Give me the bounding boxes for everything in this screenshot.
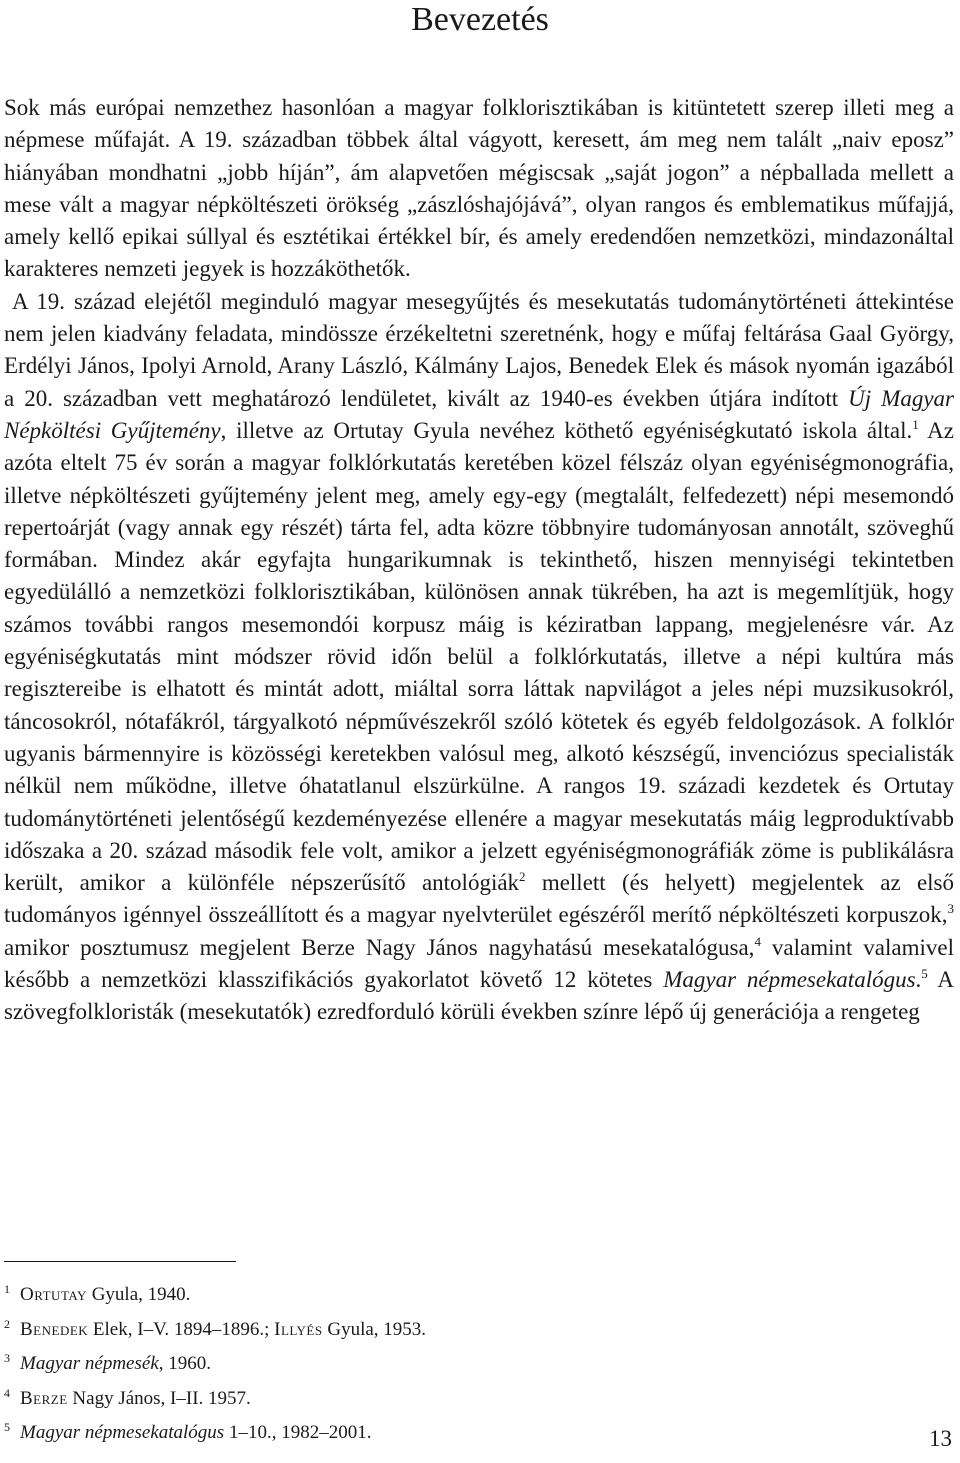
footnote-1: [4, 1275, 904, 1310]
paragraph-1: Sok más európai nemzethez hasonlóan a magyar folklorisztikában is kitüntetett szerep illeti meg a népmese műfaját. A 19. században többek által vágyott, keresett, ám meg nem talált „naiv eposz” hiányában mondhatni „jobb híján”, ám alapvetően mégiscsak „saját jogon” a népballada mellett a mese vált a magyar népköltészeti örökség „zászlóshajójává”, olyan rangos és emblematikus műfajjá, amely kellő epikai súllyal és esztétikai értékkel bír, és amely eredendően nemzetközi, mindazonáltal karakteres nemzeti jegyek is hozzáköthetők.: [4, 95, 954, 282]
footnote-author: Benedek: [20, 1318, 89, 1340]
paragraph-2-text: Az azóta eltelt 75 év során a magyar folklórkutatás keretében közel félszáz olyan egyéniségmonográfia, illetve népköltészeti gyűjtemény jelent meg, amely egy-egy (megtalált, felfedezett) népi mesemondó repertoárját (vagy annak egy részét) tárta fel, adta közre többnyire tudományosan annotált, szöveghű formában. Mindez akár egyfajta hungarikumnak is tekinthető, hiszen mennyiségi tekintetben egyedülálló a nemzetközi folklorisztikában, különösen annak tükrében, ha azt is megemlítjük, hogy számos további rangos mesemondói korpusz máig is kéziratban lappang, megjelenésre vár. Az egyéniségkutatás mint módszer rövid időn belül a folklórkutatás, illetve a népi kultúra más regisztereibe is elhatott és mintát adott, miáltal sorra láttak napvilágot a jeles népi muzsikusokról, táncosokról, nótafákról, tárgyalkotó népművészekről szóló kötetek és egyéb feldolgozások. A folklór ugyanis bármennyire is közösségi keretekben valósul meg, alkotó készségű, invenciózus specialisták nélkül nem működne, illetve óhatatlanul elszürkülne. A rangos 19. századi kezdetek és Ortutay tudománytörténeti jelentőségű kezdeményezése ellenére a magyar mesekutatás máig legproduktívabb időszaka a 20. század második fele volt, amikor a jelzett egyéniségmonográfiák zöme is publikálásra került, amikor a különféle népszerűsítő antológiák: [4, 417, 954, 896]
page-number: 13: [929, 1426, 952, 1451]
italic-title: Új Magyar Népköltési Gyűjtemény: [4, 385, 954, 443]
footnote-title: Magyar népmesekatalógus: [20, 1422, 225, 1443]
footnote-number: 2: [4, 1316, 10, 1331]
footnote-text: Gyula, 1953.: [322, 1318, 427, 1340]
footnote-number: 1: [4, 1282, 10, 1296]
footnote-5: [4, 1413, 904, 1448]
footnote-number: 4: [4, 1385, 10, 1400]
paragraph-2-text: , illetve az Ortutay Gyula nevéhez köthető egyéniségkutató iskola által.: [220, 417, 913, 443]
footnote-author: Ortutay: [20, 1284, 87, 1305]
footnote-text: 1–10., 1982–2001.: [224, 1422, 372, 1443]
paragraph-2: [4, 286, 954, 1029]
paragraph-2-text: A 19. század elejétől meginduló magyar mesegyűjtés és mesekutatás tudománytörténeti áttekintése nem jelen kiadvány feladata, mindössze érzékeltetni szeretnénk, hogy e műfaj feltárása Gaal György, Erdélyi János, Ipolyi Arnold, Arany László, Kálmány Lajos, Benedek Elek és mások nyomán igazából a 20. században vett meghatározó lendületet, kivált az 1940-es években útjára indított: [4, 288, 954, 411]
paragraph-2-text: mellett (és helyett) megjelentek az első tudományos igénnyel összeállított és a magyar nyelvterület egészéről merítő népköltészeti korpuszok,: [4, 870, 954, 928]
footnote-text: Gyula, 1940.: [86, 1284, 191, 1305]
italic-title: Magyar népmesekatalógus: [663, 967, 916, 993]
footnote-author: Berze: [20, 1387, 68, 1409]
paragraph-2-text: A szövegfolkloristák (mesekutatók) ezredforduló körüli években színre lépő új generációja a rengeteg: [4, 967, 954, 1025]
paragraph-2-text: .: [915, 967, 922, 993]
paragraph-2-text: amikor posztumusz megjelent Berze Nagy János nagyhatású mesekatalógusa,: [4, 934, 755, 960]
footnote-text: , 1960.: [158, 1353, 212, 1374]
footnote-reference[interactable]: 2: [519, 869, 526, 885]
body-text: [4, 92, 954, 1029]
paragraph-2-text: valamint valamivel később a nemzetközi klasszifikációs gyakorlatot követő 12 kötetes: [4, 934, 954, 993]
footnote-reference[interactable]: 4: [754, 933, 761, 949]
page-title: Bevezetés: [411, 1, 549, 38]
footnote-reference[interactable]: 5: [921, 966, 928, 982]
footnote-4: [4, 1379, 904, 1414]
footnote-2: [4, 1310, 904, 1345]
footnote-number: 3: [4, 1351, 10, 1365]
footnote-3: [4, 1344, 904, 1379]
footnote-divider: [4, 1261, 236, 1262]
footnote-reference[interactable]: 1: [912, 416, 919, 432]
footnotes: [4, 1275, 904, 1448]
footnote-author: Illyés: [274, 1318, 323, 1340]
footnote-number: 5: [4, 1420, 10, 1434]
footnote-reference[interactable]: 3: [947, 901, 954, 917]
footnote-text: Elek, I–V. 1894–1896.;: [88, 1318, 275, 1340]
footnote-text: Nagy János, I–II. 1957.: [67, 1387, 251, 1409]
footnote-title: Magyar népmesék: [20, 1353, 159, 1374]
